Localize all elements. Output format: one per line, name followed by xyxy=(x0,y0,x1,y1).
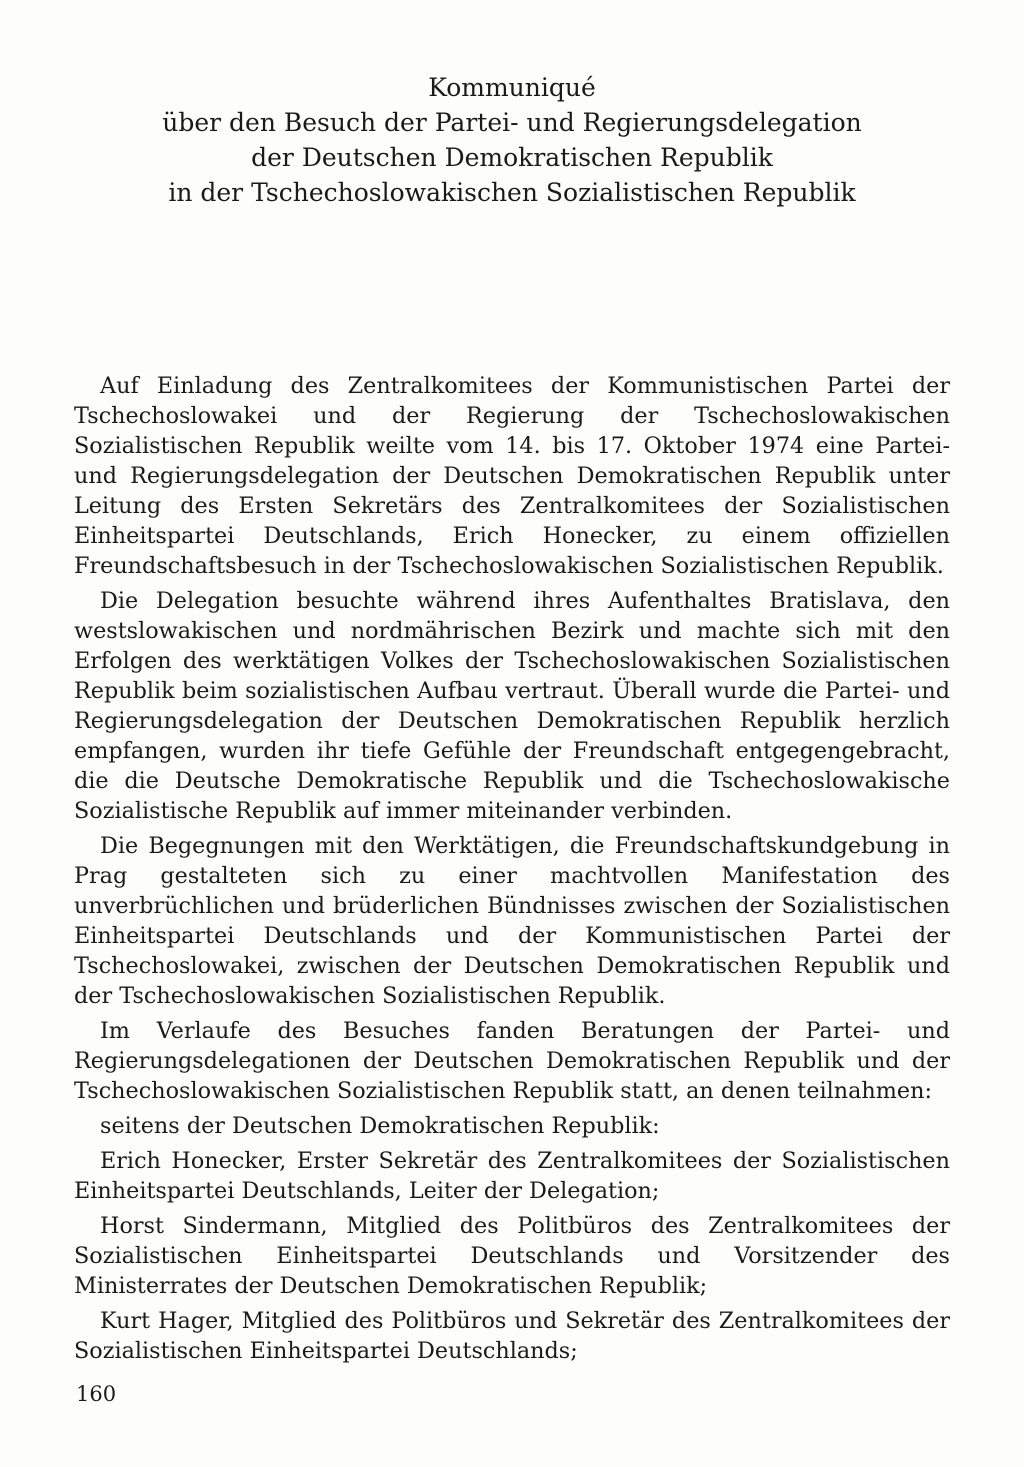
paragraph-encounters: Die Begegnungen mit den Werktätigen, die Freundschaftskundgebung in Prag gestalteten sich zu einer machtvollen Manifestation des unverbrüchlichen und brüderlichen Bündnisses zwischen der Sozialistischen Einheitspartei Deutschlands und der Kommunistischen Partei der Tschechoslowakei, zwischen der Deutschen Demokratischen Republik und der Tschechoslowakischen Sozialistischen Republik. xyxy=(74,833,950,1009)
title-line-1: Kommuniqué xyxy=(428,73,596,102)
body-text xyxy=(74,371,950,1371)
paragraph-consultations: Im Verlaufe des Besuches fanden Beratungen der Partei- und Regierungsdelegationen der Deutschen Demokratischen Republik und der Tschechoslowakischen Sozialistischen Republik statt, an denen teilnahmen: xyxy=(74,1018,950,1104)
paragraph-gdr-side: seitens der Deutschen Demokratischen Republik: xyxy=(100,1113,660,1139)
title-line-3: der Deutschen Demokratischen Republik xyxy=(251,143,773,172)
paragraph-sindermann: Horst Sindermann, Mitglied des Politbüros des Zentralkomitees der Sozialistischen Einheitspartei Deutschlands und Vorsitzender des Ministerrates der Deutschen Demokratischen Republik; xyxy=(74,1213,950,1299)
title-line-2: über den Besuch der Partei- und Regierungsdelegation xyxy=(162,108,862,137)
paragraph-delegation-visit: Die Delegation besuchte während ihres Aufenthaltes Bratislava, den westslowakischen und nordmährischen Bezirk und machte sich mit den Erfolgen des werktätigen Volkes der Tschechoslowakischen Sozialistischen Republik beim sozialistischen Aufbau vertraut. Überall wurde die Partei- und Regierungsdelegation der Deutschen Demokratischen Republik herzlich empfangen, wurden ihr tiefe Gefühle der Freundschaft entgegengebracht, die die Deutsche Demokratische Republik und die Tschechoslowakische Sozialistische Republik auf immer miteinander verbinden. xyxy=(74,588,950,824)
page-number: 160 xyxy=(76,1382,117,1406)
paragraph-honecker: Erich Honecker, Erster Sekretär des Zentralkomitees der Sozialistischen Einheitspartei Deutschlands, Leiter der Delegation; xyxy=(74,1148,950,1204)
title-line-4: in der Tschechoslowakischen Sozialistischen Republik xyxy=(168,178,856,207)
paragraph-invitation: Auf Einladung des Zentralkomitees der Kommunistischen Partei der Tschechoslowakei und der Regierung der Tschechoslowakischen Sozialistischen Republik weilte vom 14. bis 17. Oktober 1974 eine Partei- und Regierungsdelegation der Deutschen Demokratischen Republik unter Leitung des Ersten Sekretärs des Zentralkomitees der Sozialistischen Einheitspartei Deutschlands, Erich Honecker, zu einem offiziellen Freundschaftsbesuch in der Tschechoslowakischen Sozialistischen Republik. xyxy=(74,373,950,579)
document-title xyxy=(0,70,1024,210)
paragraph-hager: Kurt Hager, Mitglied des Politbüros und Sekretär des Zentralkomitees der Sozialistischen Einheitspartei Deutschlands; xyxy=(74,1308,950,1364)
